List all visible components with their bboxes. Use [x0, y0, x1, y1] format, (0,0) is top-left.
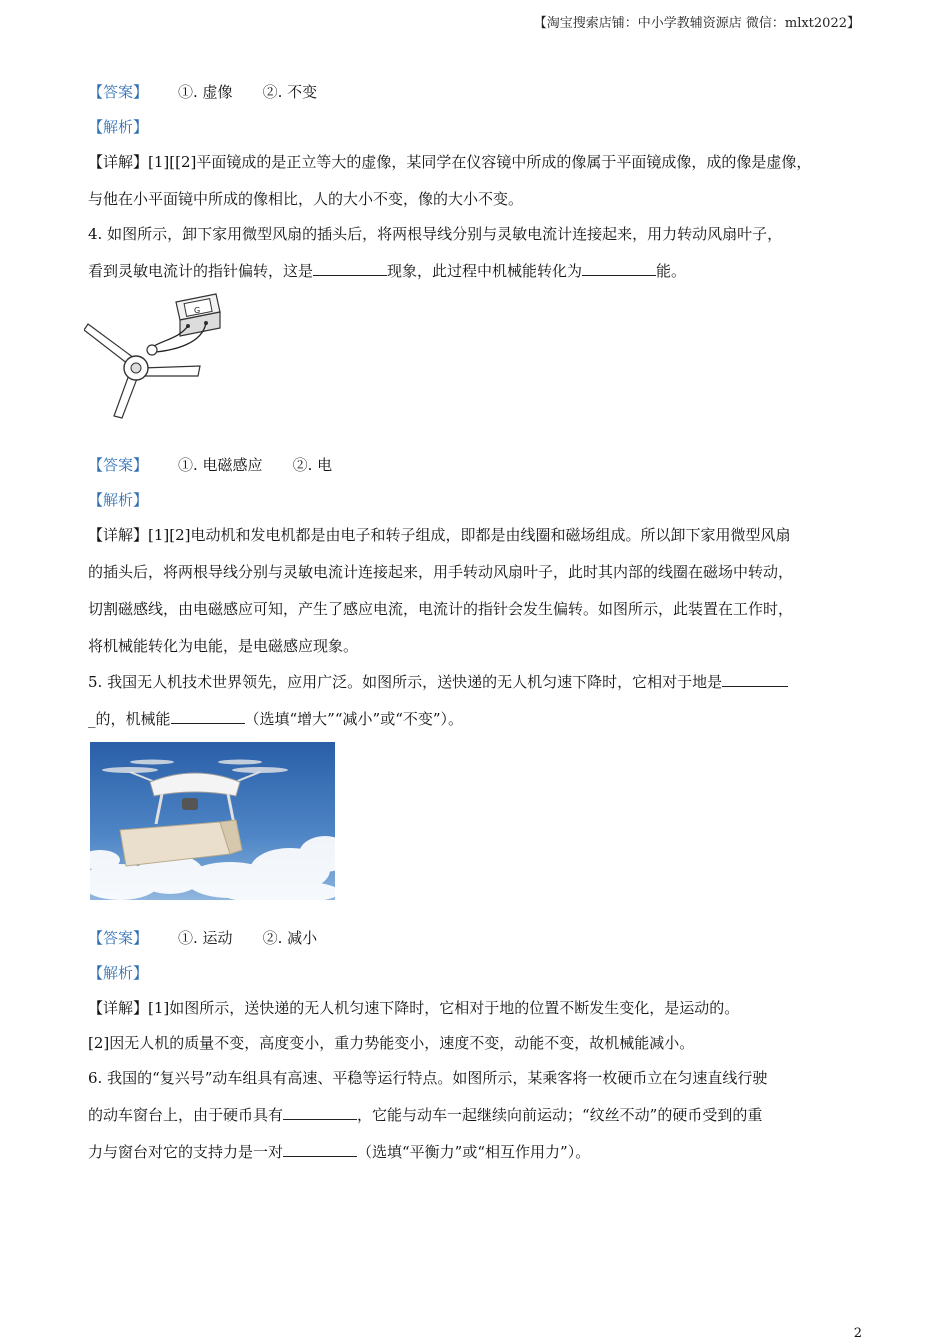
detail-text: 【详解】[1]如图所示，送快递的无人机匀速下降时，它相对于地的位置不断发生变化，是运动的。 [88, 999, 740, 1017]
detail-text: 【详解】[1][2]电动机和发电机都是由电子和转子组成，即都是由线圈和磁场组成。所以卸下家用微型风扇 [88, 526, 791, 544]
page-header: 【淘宝搜索店铺：中小学教辅资源店 微信：mlxt2022】 [533, 16, 860, 31]
answer-2: ②. 不变 [262, 83, 318, 101]
fan-hub-center [131, 363, 141, 373]
fill-blank [582, 261, 656, 276]
question-text: 6. 我国的“复兴号”动车组具有高速、平稳等运行特点。如图所示，某乘客将一枚硬币立在匀速直线行驶 [88, 1069, 768, 1087]
answer-2: ②. 电 [292, 456, 333, 474]
question-text [88, 672, 788, 692]
answer-1: ①. 电磁感应 [178, 456, 263, 474]
fill-blank [313, 261, 387, 276]
analysis-tag: 【解析】 [88, 964, 149, 982]
detail-text: [2]因无人机的质量不变，高度变小，重力势能变小，速度不变，动能不变，故机械能减小。 [88, 1034, 695, 1052]
fill-blank [722, 672, 788, 687]
q4-answer-row [88, 455, 332, 475]
galvanometer-label: G [194, 306, 201, 315]
q3-answer-row [88, 82, 317, 102]
fan-galvanometer-figure [84, 288, 234, 420]
drone-camera [182, 798, 198, 810]
detail-text: 【详解】[1][[2]平面镜成的是正立等大的虚像，某同学在仪容镜中所成的像属于平面镜成像，成的像是虚像， [88, 153, 812, 171]
answer-1: ①. 虚像 [178, 83, 233, 101]
fill-blank [171, 709, 245, 724]
question-text-part: （选填“增大”“减小”或“不变”）。 [244, 710, 464, 728]
answer-2: ②. 减小 [262, 929, 318, 947]
page-number: 2 [853, 1326, 862, 1341]
question-text-part: 5. 我国无人机技术世界领先，应用广泛。如图所示，送快递的无人机匀速下降时，它相对于地是 [88, 673, 723, 691]
analysis-tag: 【解析】 [88, 491, 149, 509]
question-text-part: 的动车窗台上，由于硬币具有 [88, 1106, 284, 1124]
question-text [88, 1142, 590, 1162]
answer-tag: 【答案】 [88, 83, 149, 101]
fill-blank [283, 1142, 357, 1157]
detail-text: 切割磁感线，由电磁感应可知，产生了感应电流，电流计的指针会发生偏转。如图所示，此装置在工作时， [88, 600, 794, 618]
question-text-part: 能。 [656, 262, 687, 280]
question-text-part: ，它能与动车一起继续向前运动；“纹丝不动”的硬币受到的重 [357, 1106, 763, 1124]
fill-blank [283, 1105, 357, 1120]
fan-blade [140, 366, 200, 376]
fan-motor [147, 345, 157, 355]
question-text-part: 看到灵敏电流计的指针偏转，这是 [88, 262, 314, 280]
detail-text: 与他在小平面镜中所成的像相比，人的大小不变，像的大小不变。 [88, 190, 524, 208]
question-text-part: 现象，此过程中机械能转化为 [387, 262, 583, 280]
question-text: 4. 如图所示，卸下家用微型风扇的插头后，将两根导线分别与灵敏电流计连接起来，用力转动风扇叶子， [88, 225, 783, 243]
question-text [88, 709, 463, 729]
question-text [88, 1105, 762, 1125]
question-text-part: _的，机械能 [88, 710, 171, 728]
answer-tag: 【答案】 [88, 929, 149, 947]
detail-text: 将机械能转化为电能，是电磁感应现象。 [88, 637, 359, 655]
fan-blade [84, 324, 134, 364]
analysis-tag: 【解析】 [88, 118, 149, 136]
question-text [88, 261, 686, 281]
answer-tag: 【答案】 [88, 456, 149, 474]
question-text-part: （选填“平衡力”或“相互作用力”）。 [357, 1143, 591, 1161]
drone-photo [90, 742, 335, 900]
q5-answer-row [88, 928, 317, 948]
question-text-part: 力与窗台对它的支持力是一对 [88, 1143, 284, 1161]
answer-1: ①. 运动 [178, 929, 233, 947]
detail-text: 的插头后，将两根导线分别与灵敏电流计连接起来，用手转动风扇叶子，此时其内部的线圈在磁场中转动， [88, 563, 794, 581]
